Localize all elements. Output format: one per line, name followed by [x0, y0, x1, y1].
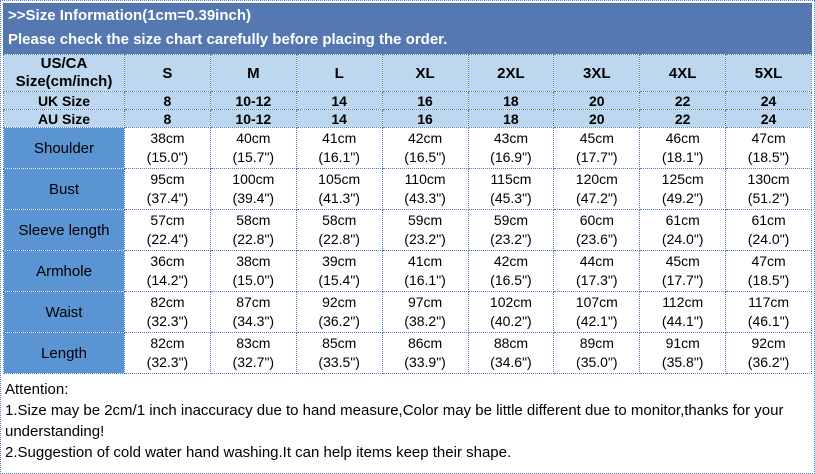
measurement-cell: 59cm (23.2") — [382, 210, 468, 251]
measurement-cell: 112cm (44.1") — [640, 292, 726, 333]
region-size-value: 16 — [382, 92, 468, 110]
measurement-cell: 38cm (15.0") — [125, 128, 211, 169]
size-info-banner — [3, 3, 812, 54]
measurement-cell: 41cm (16.1") — [382, 251, 468, 292]
attention-note: 2.Suggestion of cold water hand washing.It can help items keep their shape. — [5, 444, 512, 461]
measurement-cell: 110cm (43.3") — [382, 169, 468, 210]
measurement-cell: 91cm (35.8") — [640, 333, 726, 374]
measurement-cell: 45cm (17.7") — [554, 128, 640, 169]
measurement-cell: 92cm (36.2") — [296, 292, 382, 333]
measurement-cell: 120cm (47.2") — [554, 169, 640, 210]
banner-title: >>Size Information(1cm=0.39inch) — [8, 7, 251, 24]
region-size-value: 22 — [640, 110, 726, 128]
size-column-header: M — [210, 55, 296, 92]
measurement-row — [4, 333, 812, 374]
region-size-value: 14 — [296, 92, 382, 110]
measurement-cell: 88cm (34.6") — [468, 333, 554, 374]
measurement-cell: 45cm (17.7") — [640, 251, 726, 292]
region-size-value: 18 — [468, 110, 554, 128]
region-size-value: 24 — [726, 92, 812, 110]
measurement-cell: 107cm (42.1") — [554, 292, 640, 333]
region-size-row — [4, 110, 812, 128]
measurement-cell: 95cm (37.4") — [125, 169, 211, 210]
row-label: UK Size — [4, 92, 125, 110]
size-column-header: L — [296, 55, 382, 92]
measurement-cell: 44cm (17.3") — [554, 251, 640, 292]
measurement-row — [4, 128, 812, 169]
measurement-cell: 58cm (22.8") — [296, 210, 382, 251]
measurement-cell: 58cm (22.8") — [210, 210, 296, 251]
measurement-cell: 87cm (34.3") — [210, 292, 296, 333]
measurement-cell: 86cm (33.9") — [382, 333, 468, 374]
attention-note: 1.Size may be 2cm/1 inch inaccuracy due to hand measure,Color may be little different due to monitor,thanks for your understanding! — [5, 402, 784, 440]
measurement-cell: 42cm (16.5") — [382, 128, 468, 169]
measurement-cell: 38cm (15.0") — [210, 251, 296, 292]
size-column-header: XL — [382, 55, 468, 92]
measurement-cell: 125cm (49.2") — [640, 169, 726, 210]
measurement-cell: 100cm (39.4") — [210, 169, 296, 210]
measurement-cell: 83cm (32.7") — [210, 333, 296, 374]
measurement-cell: 102cm (40.2") — [468, 292, 554, 333]
size-columns-row — [4, 55, 812, 92]
banner-subtitle: Please check the size chart carefully before placing the order. — [8, 31, 448, 48]
measurement-row — [4, 251, 812, 292]
measurement-cell: 85cm (33.5") — [296, 333, 382, 374]
measurement-cell: 40cm (15.7") — [210, 128, 296, 169]
attention-section — [3, 374, 812, 463]
size-table-head — [4, 55, 812, 92]
size-table — [3, 54, 812, 374]
measurement-cell: 36cm (14.2") — [125, 251, 211, 292]
size-column-header: 2XL — [468, 55, 554, 92]
measurement-cell: 41cm (16.1") — [296, 128, 382, 169]
measurement-cell: 61cm (24.0") — [726, 210, 812, 251]
size-table-body — [4, 92, 812, 374]
measurement-cell: 59cm (23.2") — [468, 210, 554, 251]
row-label: Shoulder — [4, 128, 125, 169]
size-column-header: 3XL — [554, 55, 640, 92]
measurement-cell: 57cm (22.4") — [125, 210, 211, 251]
attention-heading: Attention: — [5, 381, 69, 398]
region-size-value: 22 — [640, 92, 726, 110]
measurement-cell: 117cm (46.1") — [726, 292, 812, 333]
row-label: Sleeve length — [4, 210, 125, 251]
measurement-cell: 92cm (36.2") — [726, 333, 812, 374]
size-column-header: S — [125, 55, 211, 92]
region-size-value: 14 — [296, 110, 382, 128]
measurement-row — [4, 210, 812, 251]
measurement-cell: 82cm (32.3") — [125, 292, 211, 333]
corner-header-cell: US/CA Size(cm/inch) — [4, 55, 125, 92]
region-size-row — [4, 92, 812, 110]
measurement-cell: 47cm (18.5") — [726, 128, 812, 169]
region-size-value: 8 — [125, 110, 211, 128]
measurement-cell: 89cm (35.0") — [554, 333, 640, 374]
region-size-value: 20 — [554, 110, 640, 128]
region-size-value: 20 — [554, 92, 640, 110]
measurement-cell: 60cm (23.6") — [554, 210, 640, 251]
region-size-value: 8 — [125, 92, 211, 110]
measurement-cell: 105cm (41.3") — [296, 169, 382, 210]
measurement-cell: 47cm (18.5") — [726, 251, 812, 292]
row-label: Armhole — [4, 251, 125, 292]
region-size-value: 18 — [468, 92, 554, 110]
region-size-value: 24 — [726, 110, 812, 128]
measurement-cell: 46cm (18.1") — [640, 128, 726, 169]
size-column-header: 4XL — [640, 55, 726, 92]
measurement-cell: 97cm (38.2") — [382, 292, 468, 333]
row-label: AU Size — [4, 110, 125, 128]
measurement-cell: 115cm (45.3") — [468, 169, 554, 210]
measurement-cell: 130cm (51.2") — [726, 169, 812, 210]
measurement-cell: 61cm (24.0") — [640, 210, 726, 251]
measurement-cell: 39cm (15.4") — [296, 251, 382, 292]
measurement-cell: 42cm (16.5") — [468, 251, 554, 292]
size-column-header: 5XL — [726, 55, 812, 92]
region-size-value: 16 — [382, 110, 468, 128]
measurement-row — [4, 292, 812, 333]
measurement-cell: 82cm (32.3") — [125, 333, 211, 374]
measurement-cell: 43cm (16.9") — [468, 128, 554, 169]
region-size-value: 10-12 — [210, 110, 296, 128]
measurement-row — [4, 169, 812, 210]
row-label: Bust — [4, 169, 125, 210]
row-label: Length — [4, 333, 125, 374]
region-size-value: 10-12 — [210, 92, 296, 110]
row-label: Waist — [4, 292, 125, 333]
